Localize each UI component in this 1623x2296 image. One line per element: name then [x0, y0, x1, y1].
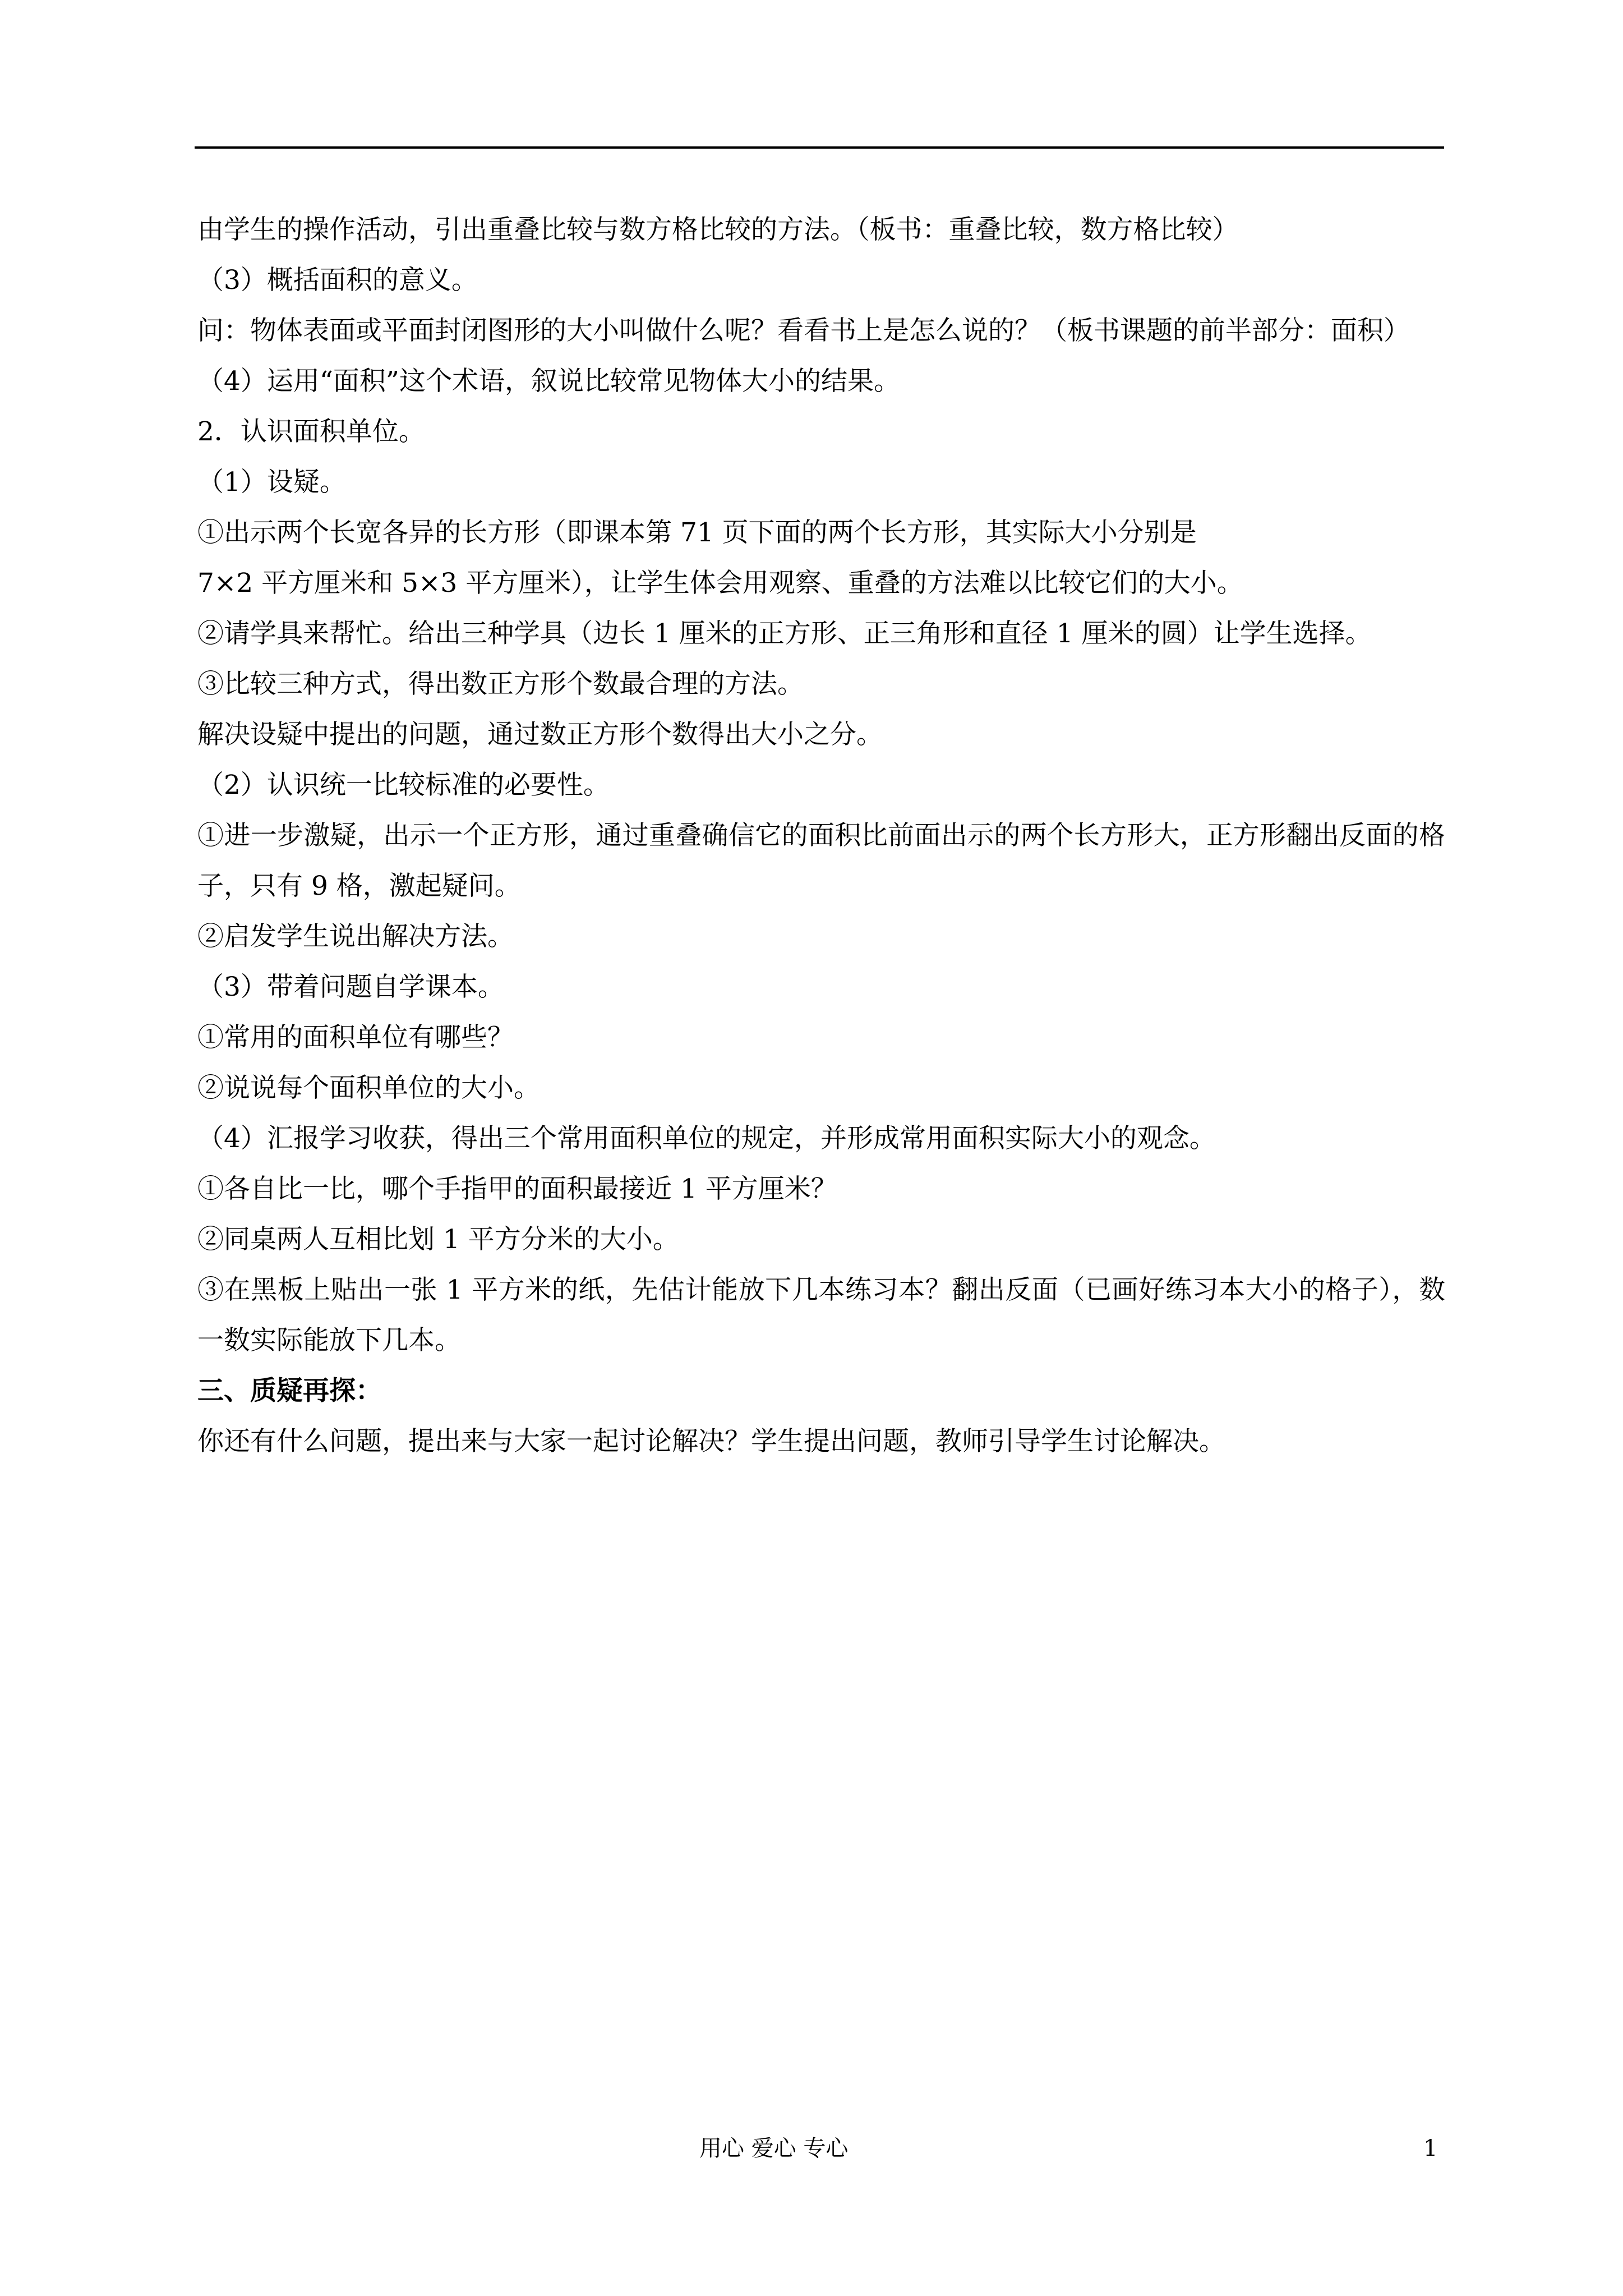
section-heading-question-explore: 三、质疑再探：	[197, 1375, 382, 1406]
paragraph-square-decimeter: ②同桌两人互相比划 1 平方分米的大小。	[197, 1224, 679, 1255]
paragraph-rectangle-sizes: 7×2 平方厘米和 5×3 平方厘米），让学生体会用观察、重叠的方法难以比较它们的大小。	[197, 568, 1243, 599]
paragraph-fingernail: ①各自比一比，哪个手指甲的面积最接近 1 平方厘米？	[197, 1174, 837, 1204]
paragraph-solve-doubt: 解决设疑中提出的问题，通过数正方形个数得出大小之分。	[197, 719, 883, 750]
document-body	[197, 205, 1445, 1467]
paragraph-show-rectangles: ①出示两个长宽各异的长方形（即课本第 71 页下面的两个长方形，其实际大小分别是	[197, 517, 1197, 548]
paragraph-learning-tools: ②请学具来帮忙。给出三种学具（边长 1 厘米的正方形、正三角形和直径 1 厘米的圆）让学生选择。	[197, 618, 1372, 649]
paragraph-unified-standard: （2）认识统一比较标准的必要性。	[197, 770, 610, 800]
paragraph-summarize-area-meaning: （3）概括面积的意义。	[197, 265, 478, 296]
paragraph-operation-comparison: 由学生的操作活动，引出重叠比较与数方格比较的方法。（板书：重叠比较，数方格比较）	[197, 214, 1239, 245]
paragraph-self-study: （3）带着问题自学课本。	[197, 972, 504, 1002]
paragraph-report-gains: （4）汇报学习收获，得出三个常用面积单位的规定，并形成常用面积实际大小的观念。	[197, 1123, 1216, 1154]
paragraph-square-doubt: ①进一步激疑，出示一个正方形，通过重叠确信它的面积比前面出示的两个长方形大，正方形翻出反面的格子，只有 9 格，激起疑问。	[197, 820, 1445, 901]
paragraph-inspire-solution: ②启发学生说出解决方法。	[197, 921, 514, 952]
header-rule	[195, 146, 1444, 149]
section-heading-area-units: 2．认识面积单位。	[197, 416, 425, 447]
paragraph-common-units: ①常用的面积单位有哪些？	[197, 1022, 514, 1053]
paragraph-unit-sizes: ②说说每个面积单位的大小。	[197, 1073, 540, 1103]
paragraph-raise-doubt: （1）设疑。	[197, 467, 346, 498]
page-number: 1	[1423, 2136, 1438, 2161]
paragraph-compare-methods: ③比较三种方式，得出数正方形个数最合理的方法。	[197, 669, 804, 700]
footer-motto: 用心 爱心 专心	[699, 2136, 849, 2161]
paragraph-discussion: 你还有什么问题，提出来与大家一起讨论解决？学生提出问题，教师引导学生讨论解决。	[197, 1426, 1225, 1457]
paragraph-use-area-term: （4）运用“面积”这个术语，叙说比较常见物体大小的结果。	[197, 366, 900, 397]
paragraph-area-question: 问：物体表面或平面封闭图形的大小叫做什么呢？看看书上是怎么说的？（板书课题的前半部分：面积）	[197, 315, 1410, 346]
paragraph-square-meter: ③在黑板上贴出一张 1 平方米的纸，先估计能放下几本练习本？翻出反面（已画好练习本大小的格子），数一数实际能放下几本。	[197, 1274, 1445, 1356]
